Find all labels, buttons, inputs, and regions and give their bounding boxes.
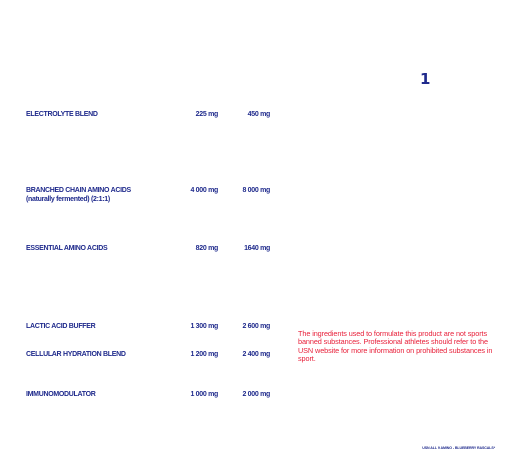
ingredient-value-1: 820 mg <box>195 245 218 252</box>
ingredient-name: CELLULAR HYDRATION BLEND <box>26 351 126 358</box>
page-number: 1 <box>420 70 431 88</box>
ingredient-name: IMMUNOMODULATOR <box>26 391 96 398</box>
ingredient-value-2: 1640 mg <box>244 245 270 252</box>
product-footer-label: USN ALL 9 AMINO - BLUEBERRY RASCALS* <box>422 446 495 450</box>
banned-substances-notice: The ingredients used to formulate this product are not sports banned substances. Professional athletes should refer to the USN website for more information on prohibited substances in sport. <box>298 329 493 363</box>
ingredient-value-1: 225 mg <box>195 111 218 118</box>
ingredient-value-1: 1 000 mg <box>190 391 218 398</box>
ingredient-name: LACTIC ACID BUFFER <box>26 323 96 330</box>
ingredient-value-1: 1 200 mg <box>190 351 218 358</box>
ingredient-value-2: 8 000 mg <box>242 187 270 194</box>
ingredient-value-2: 2 400 mg <box>242 351 270 358</box>
ingredient-value-2: 2 600 mg <box>242 323 270 330</box>
ingredient-value-1: 1 300 mg <box>190 323 218 330</box>
ingredient-name: BRANCHED CHAIN AMINO ACIDS (naturally fermented) (2:1:1) <box>26 187 131 203</box>
ingredient-value-2: 450 mg <box>247 111 270 118</box>
ingredient-name: ELECTROLYTE BLEND <box>26 111 98 118</box>
ingredient-value-1: 4 000 mg <box>190 187 218 194</box>
ingredient-name: ESSENTIAL AMINO ACIDS <box>26 245 108 252</box>
ingredient-value-2: 2 000 mg <box>242 391 270 398</box>
